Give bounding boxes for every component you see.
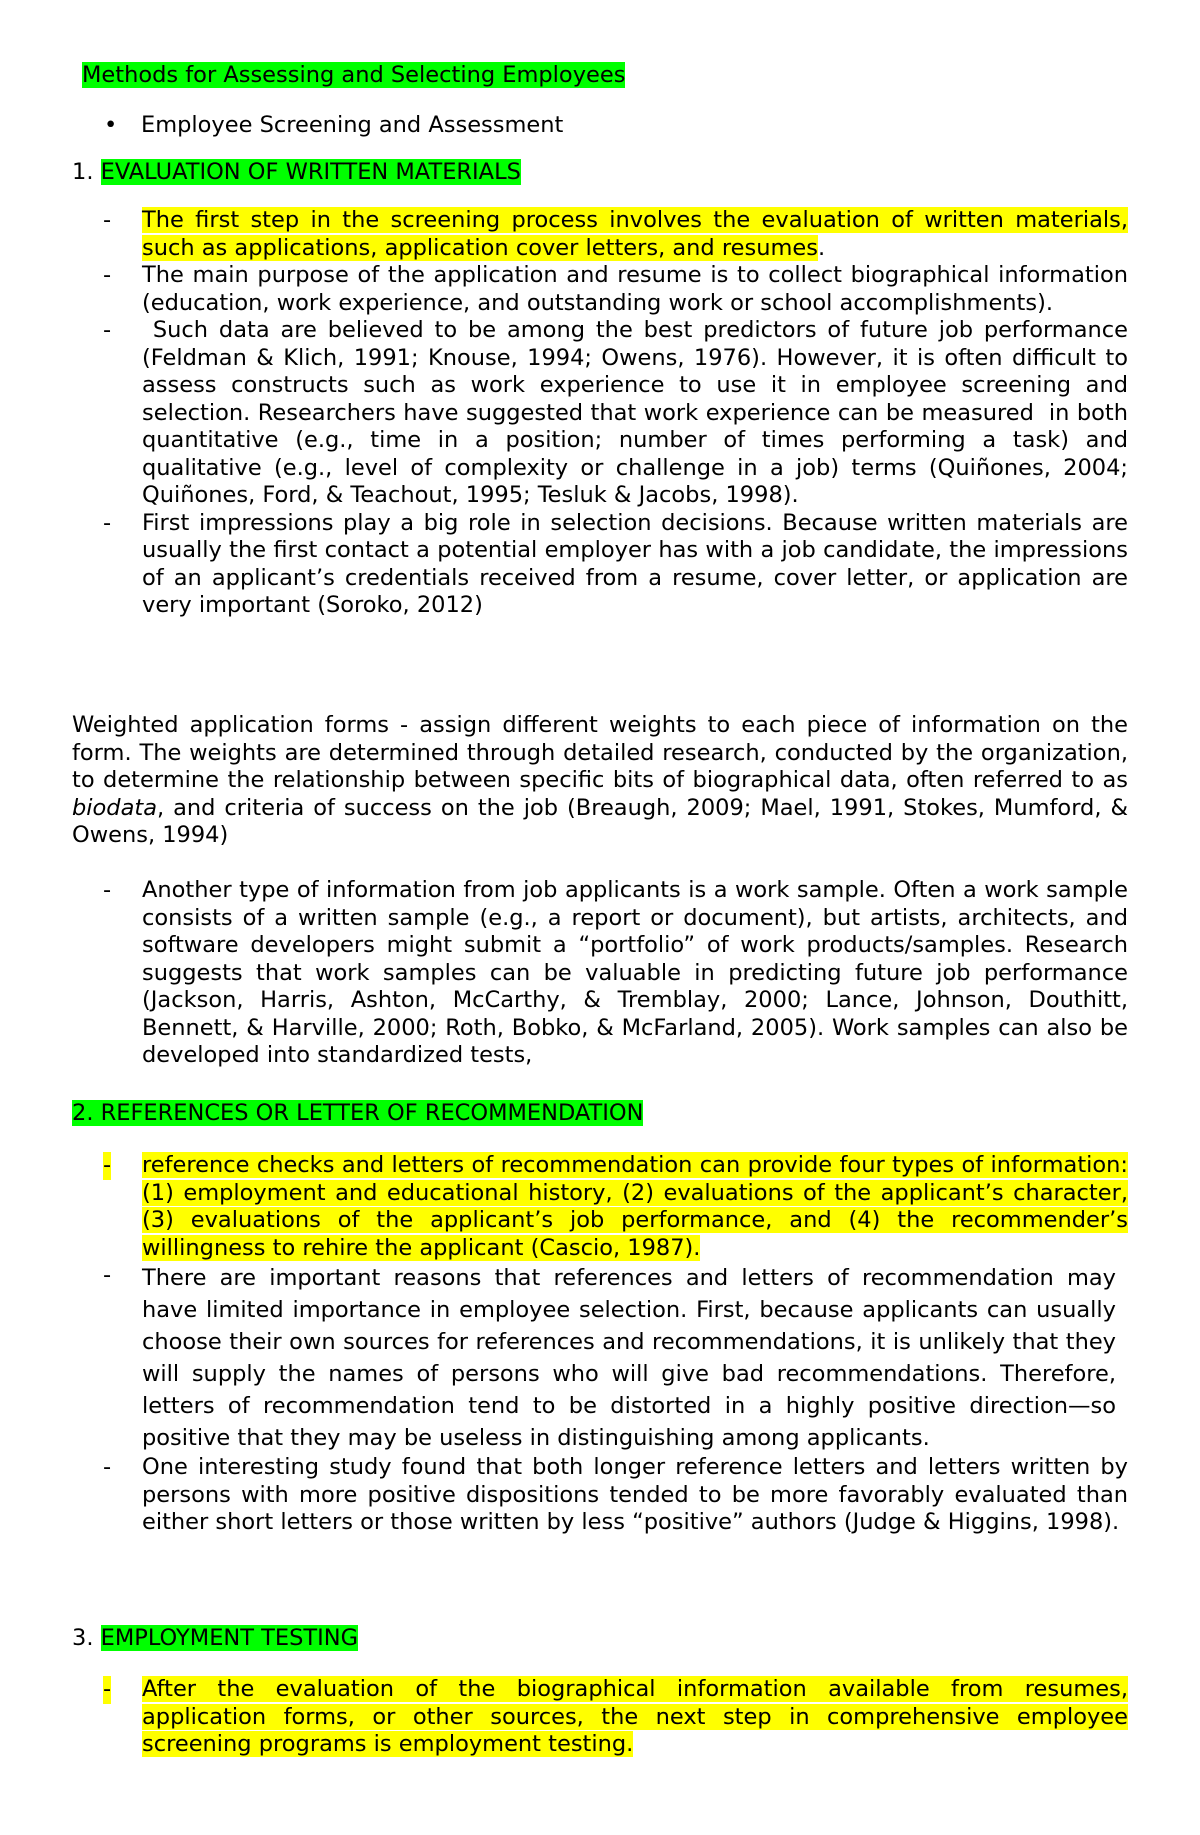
list-item: - There are important reasons that references and letters of recommendation may have limited importance in employee selection. First, because applicants can usually choose their own sources for references and recommendations, it is unlikely that they will supply the names of persons who will give bad recommendations. Therefore, letters of recommendation tend to be distorted in a highly positive direction—so positive that they may be useless in distinguishing among applicants. — [103, 1262, 1116, 1451]
section-3-list — [105, 1676, 1128, 1759]
section-heading-text: EVALUATION OF WRITTEN MATERIALS — [100, 159, 521, 185]
bullet-item-text: Employee Screening and Assessment — [141, 112, 564, 138]
list-item: - First impressions play a big role in selection decisions. Because written materials are usually the first contact a potential employer has with a job candidate, the impressions of an applicant’s credentials received from a resume, cover letter, or application are very important (Soroko, 2012) — [103, 509, 1128, 618]
work-sample-list — [105, 877, 1128, 1070]
section-number: 3. — [72, 1625, 94, 1651]
list-item: - Another type of information from job applicants is a work sample. Often a work sample consists of a written sample (e.g., a report or document), but artists, architects, and software developers might submit a “portfolio” of work products/samples. Research suggests that work samples can be valuable in predicting future job performance (Jackson, Harris, Ashton, McCarthy, & Tremblay, 2000; Lance, Johnson, Douthitt, Bennett, & Harville, 2000; Roth, Bobko, & McFarland, 2005). Work samples can also be developed into standardized tests, — [103, 877, 1128, 1068]
list-item: - After the evaluation of the biographical information available from resumes, application forms, or other sources, the next step in comprehensive employee screening programs is employment testing. — [103, 1676, 1128, 1757]
section-heading-text: EMPLOYMENT TESTING — [100, 1625, 359, 1651]
list-item: - The first step in the screening process involves the evaluation of written materials, such as applications, application cover letters, and resumes. — [103, 207, 1128, 261]
bullet-item — [104, 112, 563, 138]
section-heading-text: REFERENCES OR LETTER OF RECOMMENDATION — [100, 1100, 644, 1126]
section-number: 2. — [72, 1100, 94, 1126]
list-item: - reference checks and letters of recommendation can provide four types of information: (1) employment and educational history, (2) evaluations of the applicant’s character, (3) evaluations of the applicant’s job performance, and (4) the recommender’s willingness to rehire the applicant (Cascio, 1987). — [103, 1152, 1128, 1261]
section-1-list — [103, 207, 1136, 620]
list-item: - Such data are believed to be among the best predictors of future job performance (Feldman & Klich, 1991; Knouse, 1994; Owens, 1976). However, it is often difficult to assess constructs such as work experience to use it in employee screening and selection. Researchers have suggested that work experience can be measured in both quantitative (e.g., time in a position; number of times performing a task) and qualitative (e.g., level of complexity or challenge in a job) terms (Quiñones, 2004; Quiñones, Ford, & Teachout, 1995; Tesluk & Jacobs, 1998). — [103, 317, 1136, 508]
section-3-heading — [72, 1625, 1128, 1653]
weighted-forms-paragraph: Weighted application forms - assign different weights to each piece of information on the form. The weights are determined through detailed research, conducted by the organization, to determine the relationship between specific bits of biographical data, often referred to as biodata, and criteria of success on the job (Breaugh, 2009; Mael, 1991, Stokes, Mumford, & Owens, 1994) — [72, 712, 1128, 848]
bullet-glyph: • — [104, 112, 118, 138]
section-1-heading — [72, 159, 1128, 187]
list-item: - The main purpose of the application and resume is to collect biographical information (education, work experience, and outstanding work or school accomplishments). — [103, 262, 1128, 316]
section-2-heading — [72, 1100, 1128, 1128]
list-item: - One interesting study found that both longer reference letters and letters written by persons with more positive dispositions tended to be more favorably evaluated than either short letters or those written by less “positive” authors (Judge & Higgins, 1998). — [103, 1454, 1128, 1535]
document-title: Methods for Assessing and Selecting Employees — [82, 62, 626, 88]
biodata-term: biodata — [72, 794, 157, 821]
section-number: 1. — [72, 159, 94, 185]
section-2-list — [105, 1152, 1128, 1537]
